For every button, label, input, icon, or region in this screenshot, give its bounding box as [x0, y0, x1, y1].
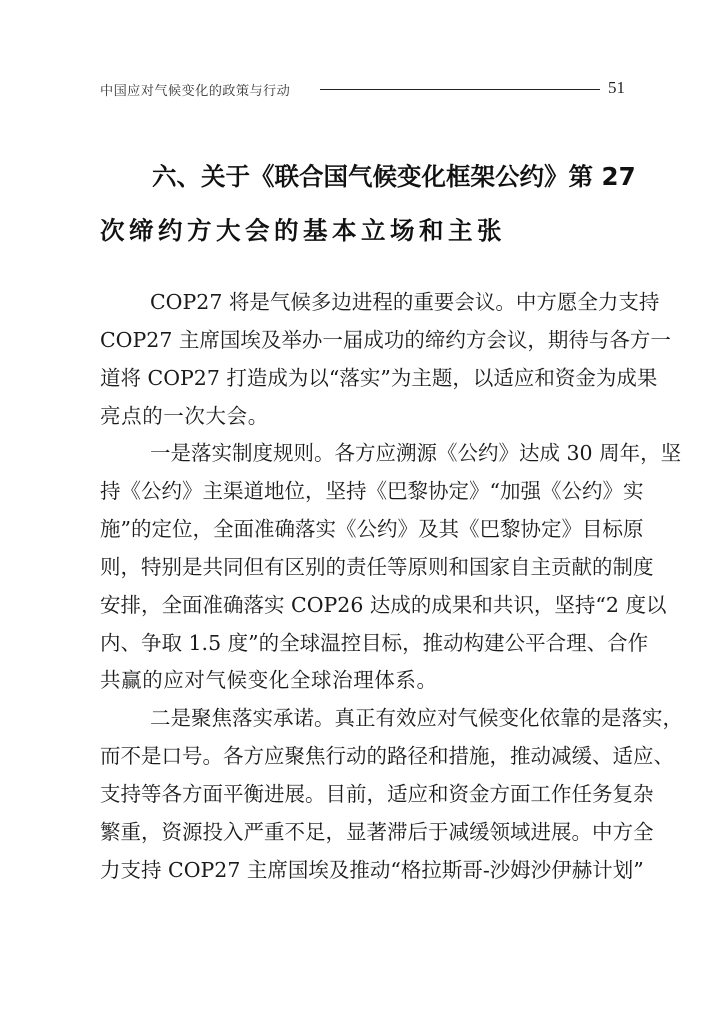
text-line: 力支持 COP27 主席国埃及推动“格拉斯哥-沙姆沙伊赫计划”: [100, 857, 644, 882]
text-line: 道将 COP27 打造成为以“落实”为主题，以适应和资金为成果: [100, 365, 658, 390]
page-number: 51: [608, 78, 625, 97]
text-line: 安排，全面准确落实 COP26 达成的成果和共识，坚持“2 度以: [100, 592, 667, 617]
text-line: 则，特别是共同但有区别的责任等原则和国家自主贡献的制度: [100, 554, 654, 579]
text-line: 繁重，资源投入严重不足，显著滞后于减缓领域进展。中方全: [100, 819, 654, 844]
text-line: COP27 主席国埃及举办一届成功的缔约方会议，期待与各方一: [100, 327, 671, 352]
text-line: 共赢的应对气候变化全球治理体系。: [100, 668, 438, 693]
text-line: 施”的定位，全面准确落实《公约》及其《巴黎协定》目标原: [100, 517, 644, 542]
body-text: [100, 287, 683, 893]
text-line: 而不是口号。各方应聚焦行动的路径和措施，推动减缓、适应、: [100, 744, 674, 769]
running-title: 中国应对气候变化的政策与行动: [100, 84, 291, 99]
text-line: 一是落实制度规则。各方应溯源《公约》达成 30 周年，坚: [150, 441, 682, 466]
section-heading-line-2: 次缔约方大会的基本立场和主张: [100, 216, 506, 245]
running-header: [100, 78, 627, 100]
section-heading-line-1: 六、关于《联合国气候变化框架公约》第 27: [152, 162, 636, 191]
text-line: 亮点的一次大会。: [100, 403, 269, 428]
header-rule: [320, 89, 600, 90]
paragraph-intro: [100, 287, 671, 438]
text-line: 持《公约》主渠道地位，坚持《巴黎协定》“加强《公约》实: [100, 479, 644, 504]
text-line: 二是聚焦落实承诺。真正有效应对气候变化依靠的是落实，: [150, 706, 683, 731]
paragraph-point-two: [100, 703, 683, 892]
text-line: COP27 将是气候多边进程的重要会议。中方愿全力支持: [150, 290, 660, 314]
paragraph-point-one: [100, 438, 682, 703]
text-line: 内、争取 1.5 度”的全球温控目标，推动构建公平合理、合作: [100, 630, 649, 655]
text-line: 支持等各方面平衡进展。目前，适应和资金方面工作任务复杂: [100, 781, 654, 806]
